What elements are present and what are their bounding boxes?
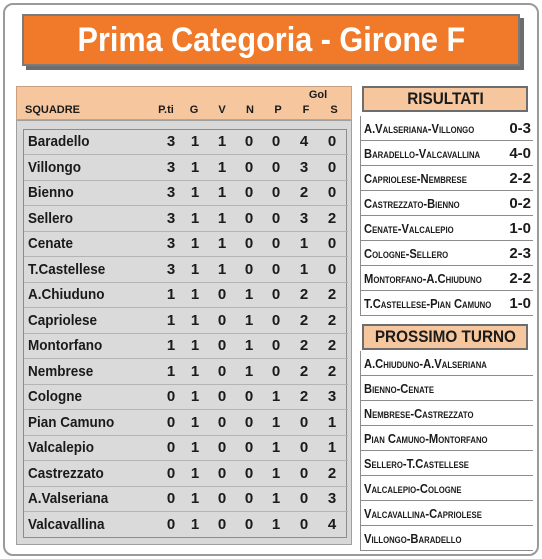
results-title (362, 86, 528, 112)
stat-g: 1 (190, 337, 200, 354)
result-item (361, 141, 533, 166)
stat-pts: 0 (166, 464, 176, 482)
table-row (24, 385, 348, 410)
result-score: 2-3 (509, 245, 531, 262)
stat-s: 2 (327, 464, 337, 482)
stat-pts: 0 (166, 515, 176, 533)
result-match: Baradello-Valcavallina (364, 146, 481, 161)
header-goals-against: S (330, 104, 338, 116)
header-points: P.ti (158, 104, 174, 116)
stat-v: 0 (217, 311, 227, 329)
stat-p: 0 (271, 133, 281, 150)
fixture-match: Sellero-T.Castellese (364, 456, 469, 471)
stat-g: 1 (190, 413, 200, 431)
stat-s: 2 (327, 311, 337, 329)
stat-f: 2 (299, 311, 309, 329)
stat-pts: 1 (166, 286, 176, 303)
stat-n: 0 (244, 158, 254, 176)
stat-p: 0 (271, 209, 281, 227)
result-match: Montorfano-A.Chiuduno (364, 271, 482, 286)
fixture-match: A.Chiuduno-A.Valseriana (364, 356, 487, 371)
stat-g: 1 (190, 311, 200, 329)
stat-f: 2 (299, 362, 309, 380)
team-name: Castrezzato (28, 464, 104, 482)
result-score: 1-0 (509, 295, 531, 312)
stat-p: 1 (271, 388, 281, 405)
stat-f: 0 (299, 413, 309, 431)
stat-n: 1 (244, 362, 254, 380)
stat-g: 1 (190, 362, 200, 380)
table-row (24, 283, 348, 308)
stat-v: 1 (217, 235, 227, 252)
stat-pts: 3 (166, 133, 176, 150)
fixture-item (361, 476, 533, 501)
header-played: G (189, 104, 199, 116)
team-name: Baradello (28, 133, 90, 150)
result-score: 2-2 (509, 170, 531, 187)
header-won: V (218, 104, 226, 116)
table-row (24, 462, 348, 487)
standings-table (16, 86, 352, 545)
title-banner (22, 14, 520, 66)
stat-pts: 1 (166, 337, 176, 354)
stat-n: 1 (244, 286, 254, 303)
stat-n: 0 (244, 388, 254, 405)
table-row (24, 436, 348, 461)
next-round-list (360, 351, 532, 551)
stat-f: 3 (299, 209, 309, 227)
stat-g: 1 (190, 464, 200, 482)
stat-g: 1 (190, 260, 200, 278)
table-row (24, 487, 348, 512)
stat-v: 1 (217, 260, 227, 278)
next-round-title (362, 324, 528, 350)
results-list (360, 116, 532, 316)
fixture-match: Nembrese-Castrezzato (364, 406, 474, 421)
team-name: A.Chiuduno (28, 286, 105, 303)
fixture-item (361, 501, 533, 526)
header-goals-for: F (302, 104, 310, 116)
result-match: A.Valseriana-Villongo (364, 121, 475, 136)
header-goals: Gol (308, 89, 328, 101)
stat-f: 0 (299, 490, 309, 507)
stat-n: 0 (244, 515, 254, 533)
table-row (24, 207, 348, 232)
stat-n: 0 (244, 439, 254, 456)
stat-s: 2 (327, 209, 337, 227)
stat-g: 1 (190, 490, 200, 507)
stat-f: 1 (299, 260, 309, 278)
result-score: 2-2 (509, 270, 531, 287)
stat-f: 0 (299, 515, 309, 533)
stat-s: 0 (327, 184, 337, 201)
stat-p: 1 (271, 515, 281, 533)
stat-p: 0 (271, 362, 281, 380)
stat-p: 1 (271, 413, 281, 431)
stat-pts: 0 (166, 439, 176, 456)
stat-pts: 3 (166, 209, 176, 227)
table-row (24, 360, 348, 385)
result-item (361, 216, 533, 241)
stat-p: 1 (271, 439, 281, 456)
stat-s: 3 (327, 490, 337, 507)
result-match: Castrezzato-Bienno (364, 196, 460, 211)
result-score: 1-0 (509, 220, 531, 237)
header-team: SQUADRE (25, 104, 81, 116)
team-name: Bienno (28, 184, 74, 201)
stat-v: 0 (217, 286, 227, 303)
result-item (361, 291, 533, 316)
stat-pts: 3 (166, 184, 176, 201)
fixture-match: Valcavallina-Capriolese (364, 506, 482, 521)
stat-f: 2 (299, 184, 309, 201)
table-row (24, 309, 348, 334)
team-name: Cologne (28, 388, 82, 405)
team-name: Pian Camuno (28, 413, 115, 431)
result-match: T.Castellese-Pian Camuno (364, 296, 492, 311)
stat-n: 0 (244, 133, 254, 150)
stat-n: 0 (244, 464, 254, 482)
next-round-title-text: PROSSIMO TURNO (374, 327, 516, 346)
stat-p: 0 (271, 235, 281, 252)
team-name: Sellero (28, 209, 74, 227)
fixture-match: Bienno-Cenate (364, 381, 435, 396)
stat-n: 1 (244, 311, 254, 329)
fixture-match: Pian Camuno-Montorfano (364, 431, 488, 446)
stat-v: 0 (217, 337, 227, 354)
stat-f: 1 (299, 235, 309, 252)
stat-g: 1 (190, 209, 200, 227)
result-score: 4-0 (509, 145, 531, 162)
stat-s: 4 (327, 515, 337, 533)
stat-f: 4 (299, 133, 309, 150)
stat-v: 1 (217, 209, 227, 227)
stat-s: 1 (327, 413, 337, 431)
result-item (361, 166, 533, 191)
fixture-item (361, 351, 533, 376)
stat-pts: 3 (166, 260, 176, 278)
stat-p: 0 (271, 337, 281, 354)
stat-pts: 3 (166, 235, 176, 252)
result-score: 0-2 (509, 195, 531, 212)
header-lost: P (274, 104, 282, 116)
stat-n: 1 (244, 337, 254, 354)
stat-v: 1 (217, 133, 227, 150)
stat-s: 0 (327, 235, 337, 252)
fixture-item (361, 451, 533, 476)
stat-v: 0 (217, 490, 227, 507)
stat-g: 1 (190, 235, 200, 252)
result-item (361, 191, 533, 216)
table-row (24, 181, 348, 206)
team-name: Nembrese (28, 362, 94, 380)
stat-g: 1 (190, 184, 200, 201)
standings-header (16, 86, 352, 120)
fixture-item (361, 526, 533, 551)
team-name: Cenate (28, 235, 74, 252)
stat-g: 1 (190, 133, 200, 150)
table-row (24, 513, 348, 538)
stat-n: 0 (244, 413, 254, 431)
stat-f: 2 (299, 388, 309, 405)
stat-v: 0 (217, 464, 227, 482)
stat-v: 0 (217, 439, 227, 456)
stat-n: 0 (244, 490, 254, 507)
stat-f: 0 (299, 439, 309, 456)
stat-p: 0 (271, 158, 281, 176)
table-row (24, 232, 348, 257)
stat-pts: 0 (166, 490, 176, 507)
stat-p: 0 (271, 184, 281, 201)
table-row (24, 130, 348, 155)
stat-g: 1 (190, 388, 200, 405)
stat-f: 3 (299, 158, 309, 176)
stat-v: 1 (217, 158, 227, 176)
stat-s: 2 (327, 286, 337, 303)
result-item (361, 116, 533, 141)
fixture-item (361, 426, 533, 451)
stat-v: 0 (217, 388, 227, 405)
result-match: Capriolese-Nembrese (364, 171, 467, 186)
stat-pts: 1 (166, 311, 176, 329)
stat-f: 0 (299, 464, 309, 482)
stat-pts: 0 (166, 388, 176, 405)
stat-p: 0 (271, 286, 281, 303)
team-name: A.Valseriana (28, 490, 109, 507)
stat-n: 0 (244, 260, 254, 278)
stat-pts: 3 (166, 158, 176, 176)
standings-rows (23, 129, 347, 538)
stat-n: 0 (244, 184, 254, 201)
fixture-match: Valcalepio-Cologne (364, 481, 462, 496)
stat-s: 2 (327, 362, 337, 380)
result-item (361, 241, 533, 266)
header-drawn: N (246, 104, 254, 116)
stat-p: 1 (271, 490, 281, 507)
result-item (361, 266, 533, 291)
fixture-item (361, 401, 533, 426)
page-title: Prima Categoria - Girone F (77, 20, 465, 59)
results-title-text: RISULTATI (406, 89, 484, 108)
stat-g: 1 (190, 439, 200, 456)
result-match: Cenate-Valcalepio (364, 221, 454, 236)
stat-s: 2 (327, 337, 337, 354)
team-name: Villongo (28, 158, 82, 176)
team-name: Montorfano (28, 337, 103, 354)
result-match: Cologne-Sellero (364, 246, 449, 261)
table-row (24, 258, 348, 283)
stat-p: 0 (271, 260, 281, 278)
stat-f: 2 (299, 337, 309, 354)
stat-v: 0 (217, 362, 227, 380)
fixture-match: Villongo-Baradello (364, 531, 462, 546)
stat-s: 0 (327, 260, 337, 278)
team-name: T.Castellese (28, 260, 106, 278)
table-row (24, 411, 348, 436)
stat-s: 0 (327, 133, 337, 150)
team-name: Valcalepio (28, 439, 95, 456)
stat-p: 0 (271, 311, 281, 329)
stat-v: 0 (217, 515, 227, 533)
team-name: Valcavallina (28, 515, 105, 533)
standings-body (16, 120, 352, 545)
stat-f: 2 (299, 286, 309, 303)
stat-g: 1 (190, 158, 200, 176)
table-row (24, 156, 348, 181)
stat-p: 1 (271, 464, 281, 482)
stat-s: 0 (327, 158, 337, 176)
result-score: 0-3 (509, 120, 531, 137)
stat-v: 1 (217, 184, 227, 201)
stat-pts: 0 (166, 413, 176, 431)
stat-pts: 1 (166, 362, 176, 380)
table-row (24, 334, 348, 359)
team-name: Capriolese (28, 311, 98, 329)
stat-n: 0 (244, 235, 254, 252)
fixture-item (361, 376, 533, 401)
stat-g: 1 (190, 286, 200, 303)
stat-s: 1 (327, 439, 337, 456)
stat-s: 3 (327, 388, 337, 405)
stat-v: 0 (217, 413, 227, 431)
stat-g: 1 (190, 515, 200, 533)
stat-n: 0 (244, 209, 254, 227)
